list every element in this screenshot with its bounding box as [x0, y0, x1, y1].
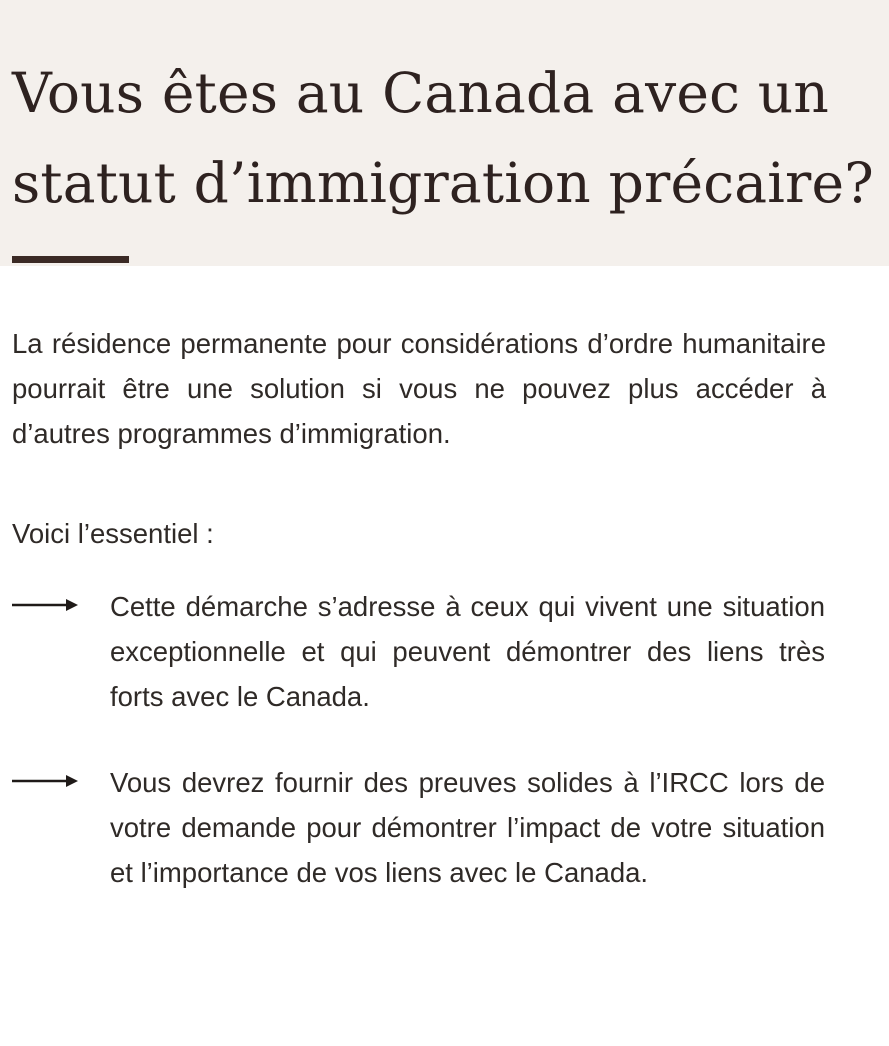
- title-line-1: Vous êtes au Canada avec un: [12, 61, 830, 125]
- title-divider: [12, 256, 129, 263]
- page-title: [12, 48, 887, 228]
- arrow-right-icon: [12, 773, 80, 789]
- title-line-2: statut d’immigration précaire?: [12, 151, 874, 215]
- intro-paragraph: La résidence permanente pour considérations d’ordre humanitaire pourrait être une solution si vous ne pouvez plus accéder à d’autres programmes d’immigration.: [12, 328, 826, 449]
- essentials-lead: Voici l’essentiel :: [12, 518, 214, 549]
- arrow-right-icon: [12, 597, 80, 613]
- hero-banner: [0, 0, 889, 266]
- list-item-text: Cette démarche s’adresse à ceux qui vivent une situation exceptionnelle et qui peuvent démontrer des liens très forts avec le Canada.: [110, 591, 825, 712]
- list-item-text: Vous devrez fournir des preuves solides à l’IRCC lors de votre demande pour démontrer l’impact de votre situation et l’importance de vos liens avec le Canada.: [110, 767, 825, 888]
